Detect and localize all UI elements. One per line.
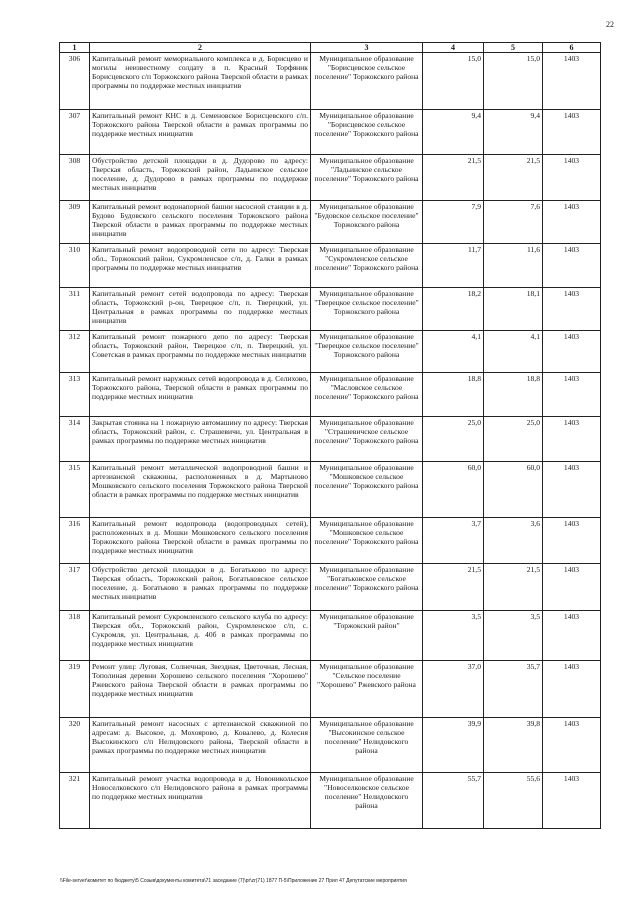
municipality: Муниципальное образование "Страшевичское сельское поселение" Торжокского района [311, 417, 423, 462]
budget-code: 1403 [543, 53, 601, 110]
row-number: 316 [60, 518, 90, 564]
amount-col5: 39,8 [484, 718, 543, 773]
row-number: 321 [60, 773, 90, 829]
row-number: 309 [60, 201, 90, 244]
table-row [60, 611, 601, 661]
project-description: Капитальный ремонт водопровода (водопроводных сетей), расположенных в д. Мошки Мошковского сельского поселения Торжокского района Тверской области в рамках программы по поддержке местных инициатив [90, 518, 311, 564]
table-row [60, 110, 601, 155]
budget-code: 1403 [543, 564, 601, 611]
header-row [60, 43, 601, 53]
amount-col5: 11,6 [484, 244, 543, 288]
municipality: Муниципальное образование "Тверецкое сельское поселение" Торжокского района [311, 288, 423, 331]
table-row [60, 518, 601, 564]
column-header: 6 [543, 43, 601, 53]
page-number: 22 [606, 20, 614, 29]
project-description: Капитальный ремонт пожарного депо по адресу: Тверская область, Торжокский район, Тверецкое с/п, п. Тверецкий, ул. Советская в рамках программы по поддержке местных инициатив [90, 331, 311, 373]
amount-col4: 37,0 [423, 661, 484, 718]
amount-col4: 15,0 [423, 53, 484, 110]
table-row [60, 201, 601, 244]
municipality: Муниципальное образование "Богатьковское сельское поселение" Торжокского района [311, 564, 423, 611]
amount-col5: 60,0 [484, 462, 543, 518]
municipality: Муниципальное образование "Будовское сельское поселение" Торжокского района [311, 201, 423, 244]
amount-col4: 11,7 [423, 244, 484, 288]
municipality: Муниципальное образование "Борисцевское сельское поселение" Торжокского района [311, 110, 423, 155]
table-row [60, 661, 601, 718]
amount-col5: 25,0 [484, 417, 543, 462]
column-header: 2 [90, 43, 311, 53]
budget-code: 1403 [543, 462, 601, 518]
budget-code: 1403 [543, 244, 601, 288]
column-header: 1 [60, 43, 90, 53]
amount-col5: 9,4 [484, 110, 543, 155]
table-row [60, 155, 601, 201]
project-description: Капитальный ремонт насосных с артезианской скважиной по адресам: д. Высокое, д. Мохоярово, д. Ковалево, д. Колесня Высокинского с/п Нелидовского района, Тверской области в рамках программы по поддержке местных инициатив [90, 718, 311, 773]
budget-code: 1403 [543, 373, 601, 417]
row-number: 311 [60, 288, 90, 331]
amount-col4: 9,4 [423, 110, 484, 155]
budget-code: 1403 [543, 331, 601, 373]
table-row [60, 331, 601, 373]
table-row [60, 288, 601, 331]
project-description: Капитальный ремонт Сукромленского сельского клуба по адресу: Тверская обл., Торжокский район, Сукромленское с/п, с. Сукромля, ул. Центральная, д. 40б в рамках программы по поддержке местных инициатив [90, 611, 311, 661]
project-description: Капитальный ремонт мемориального комплекса в д. Борисцево и могилы неизвестному солдату в п. Красный Торфяник Борисцевского с/п Торжокского района Тверской области в рамках программы по поддержке местных инициатив [90, 53, 311, 110]
table-row [60, 773, 601, 829]
budget-code: 1403 [543, 661, 601, 718]
row-number: 317 [60, 564, 90, 611]
amount-col4: 60,0 [423, 462, 484, 518]
municipality: Муниципальное образование "Новоселковское сельское поселение" Нелидовского района [311, 773, 423, 829]
file-path-footer: \\File-server\комитет по бюджету\5 Созыв\документы комитета\71 заседание (7)\pr\zr(71) 1877 П-5\Приложение 27 Прил 47 Депутатские мероприятия [60, 878, 407, 884]
municipality: Муниципальное образование "Мошковское сельское поселение" Торжокского района [311, 518, 423, 564]
column-header: 5 [484, 43, 543, 53]
budget-code: 1403 [543, 773, 601, 829]
amount-col5: 3,5 [484, 611, 543, 661]
project-description: Ремонт улиц: Луговая, Солнечная, Звездная, Цветочная, Лесная, Тополиная деревни Хорошево сельского поселения "Хорошево" Ржевского района Тверской области в рамках программы по поддержке местных инициатив [90, 661, 311, 718]
municipality: Муниципальное образование "Высокинское сельское поселение" Нелидовского района [311, 718, 423, 773]
project-description: Обустройство детской площадки в д. Богатьково по адресу: Тверская область, Торжокский район, Богатьковское сельское поселение, д. Богатьково в рамках программы по поддержке местных инициатив [90, 564, 311, 611]
municipality: Муниципальное образование "Сельское поселение "Хорошево" Ржевского района [311, 661, 423, 718]
table-row [60, 373, 601, 417]
amount-col4: 55,7 [423, 773, 484, 829]
column-header: 3 [311, 43, 423, 53]
table-row [60, 564, 601, 611]
row-number: 320 [60, 718, 90, 773]
budget-code: 1403 [543, 417, 601, 462]
row-number: 307 [60, 110, 90, 155]
amount-col4: 7,9 [423, 201, 484, 244]
budget-code: 1403 [543, 611, 601, 661]
row-number: 314 [60, 417, 90, 462]
amount-col5: 7,6 [484, 201, 543, 244]
municipality: Муниципальное образование "Масловское сельское поселение" Торжокского района [311, 373, 423, 417]
table-row [60, 462, 601, 518]
municipality: Муниципальное образование "Борисцевское сельское поселение" Торжокского района [311, 53, 423, 110]
project-description: Капитальный ремонт наружных сетей водопровода в д. Селихово, Торжокского района, Тверской области в рамках программы по поддержке местных инициатив [90, 373, 311, 417]
amount-col4: 21,5 [423, 155, 484, 201]
table-row [60, 417, 601, 462]
amount-col5: 55,6 [484, 773, 543, 829]
amount-col5: 18,1 [484, 288, 543, 331]
budget-code: 1403 [543, 155, 601, 201]
amount-col4: 39,9 [423, 718, 484, 773]
table-row [60, 244, 601, 288]
row-number: 319 [60, 661, 90, 718]
budget-code: 1403 [543, 110, 601, 155]
project-description: Капитальный ремонт водопроводной сети по адресу: Тверская обл., Торжокский район, Сукромленское с/п, д. Галки в рамках программы по поддержке местных инициатив [90, 244, 311, 288]
amount-col5: 18,8 [484, 373, 543, 417]
amount-col5: 21,5 [484, 564, 543, 611]
amount-col4: 21,5 [423, 564, 484, 611]
row-number: 318 [60, 611, 90, 661]
amount-col5: 21,5 [484, 155, 543, 201]
amount-col4: 3,5 [423, 611, 484, 661]
row-number: 308 [60, 155, 90, 201]
project-description: Капитальный ремонт сетей водопровода по адресу: Тверская область, Торжокский р-он, Тверецкое с/п, п. Тверецкий, ул. Центральная в рамках программы по поддержке местных инициатив [90, 288, 311, 331]
project-description: Капитальный ремонт КНС в д. Семеновское Борисцевского с/п. Торжокского района Тверской области в рамках программы по поддержке местных инициатив [90, 110, 311, 155]
municipality: Муниципальное образование "Ладьинское сельское поселение" Торжокского района [311, 155, 423, 201]
project-description: Закрытая стоянка на 1 пожарную автомашину по адресу: Тверская область, Торжокский район, с. Страшевичи, ул. Центральная в рамках программы по поддержке местных инициатив [90, 417, 311, 462]
project-description: Капитальный ремонт водонапорной башни насосной станции в д. Будово Будовского сельского поселения Торжокского района Тверской области в рамках программы по поддержке местных инициатив [90, 201, 311, 244]
table-row [60, 718, 601, 773]
municipality: Муниципальное образование "Торжокский район" [311, 611, 423, 661]
budget-code: 1403 [543, 201, 601, 244]
amount-col5: 15,0 [484, 53, 543, 110]
budget-code: 1403 [543, 718, 601, 773]
amount-col4: 3,7 [423, 518, 484, 564]
amount-col4: 4,1 [423, 331, 484, 373]
row-number: 306 [60, 53, 90, 110]
row-number: 312 [60, 331, 90, 373]
project-description: Капитальный ремонт участка водопровода в д. Новоникольское Новоселковского с/п Нелидовского района в рамках программы по поддержке местных инициатив [90, 773, 311, 829]
table-row [60, 53, 601, 110]
amount-col4: 18,2 [423, 288, 484, 331]
amount-col4: 18,8 [423, 373, 484, 417]
amount-col5: 3,6 [484, 518, 543, 564]
budget-code: 1403 [543, 518, 601, 564]
budget-code: 1403 [543, 288, 601, 331]
document-table [59, 42, 601, 829]
row-number: 313 [60, 373, 90, 417]
municipality: Муниципальное образование "Тверецкое сельское поселение" Торжокского района [311, 331, 423, 373]
municipality: Муниципальное образование "Мошковское сельское поселение" Торжокского района [311, 462, 423, 518]
column-header: 4 [423, 43, 484, 53]
amount-col4: 25,0 [423, 417, 484, 462]
row-number: 310 [60, 244, 90, 288]
amount-col5: 35,7 [484, 661, 543, 718]
amount-col5: 4,1 [484, 331, 543, 373]
row-number: 315 [60, 462, 90, 518]
project-description: Обустройство детской площадки в д. Дудорово по адресу: Тверская область, Торжокский район, Ладьинское сельское поселение, д. Дудорово в рамках программы по поддержке местных инициатив [90, 155, 311, 201]
municipality: Муниципальное образование "Сукромленское сельское поселение" Торжокского района [311, 244, 423, 288]
project-description: Капитальный ремонт металлической водопроводной башни и артезианской скважины, расположенных в д. Мартыново Мошковского сельского поселения Торжокского района Тверской области в рамках программы по поддержке местных инициатив [90, 462, 311, 518]
